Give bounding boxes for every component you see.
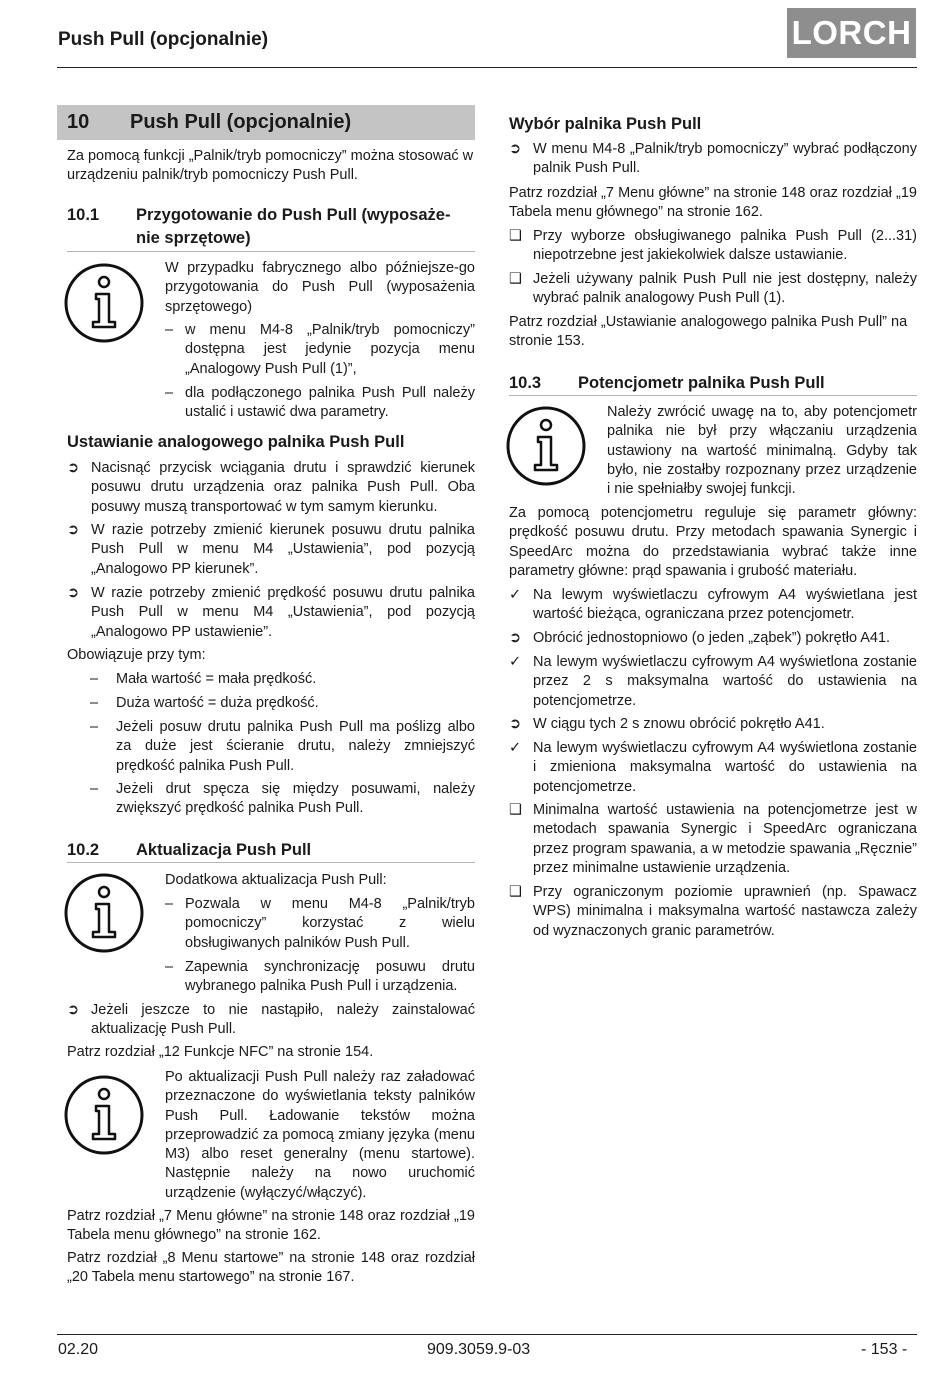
info-icon xyxy=(63,262,145,344)
result-item xyxy=(509,653,917,711)
page-header-title: Push Pull (opcjonalnie) xyxy=(58,29,269,50)
rule-item xyxy=(90,694,475,714)
list-item xyxy=(165,384,475,424)
dash-bullet: – xyxy=(90,671,99,687)
arrow-icon: ➲ xyxy=(509,716,522,732)
heading-rule xyxy=(67,251,475,252)
section-10-2-heading xyxy=(67,839,475,861)
info-icon xyxy=(63,1074,145,1156)
reference-text: Patrz rozdział „12 Funkcje NFC” na stronie 154. xyxy=(67,1044,374,1060)
section-number: 10.2 xyxy=(67,841,100,859)
result-item xyxy=(509,739,917,797)
box-icon: ❑ xyxy=(509,228,522,244)
box-icon: ❑ xyxy=(509,271,522,287)
rules-intro: Obowiązuje przy tym: xyxy=(67,647,206,663)
step-item xyxy=(67,1001,475,1041)
list-item-text: dla podłączonego palnika Push Pull należy ustalić i ustawić dwa parametry. xyxy=(185,385,475,421)
item-text: Obrócić jednostopniowo (o jeden „ząbek”) pokrętło A41. xyxy=(533,630,891,646)
info-text-10-1: W przypadku fabrycznego albo późniejsze-go przygotowania do Push Pull (wyposażenia sprzętowego) xyxy=(165,260,475,315)
heading-rule xyxy=(67,862,475,863)
reference-text: Patrz rozdział „Ustawianie analogowego palnika Push Pull” na stronie 153. xyxy=(509,314,908,350)
info-text-10-2: Dodatkowa aktualizacja Push Pull: xyxy=(165,872,387,888)
dash-bullet: – xyxy=(165,959,174,975)
list-item xyxy=(165,321,475,379)
potentiometer-paragraph: Za pomocą potencjometru reguluje się parametr główny: prędkość posuwu drutu. Przy metodach spawania Synergic i SpeedArc można do przedstawiania wybrać także inne parametry główne: prąd spawania i grubość materiału. xyxy=(509,505,917,579)
section-title: Potencjometr palnika Push Pull xyxy=(578,374,825,392)
check-icon: ✓ xyxy=(509,740,522,756)
reference-text: Patrz rozdział „7 Menu główne” na stronie 148 oraz rozdział „19 Tabela menu głównego” na stronie 162. xyxy=(509,185,917,221)
step-item xyxy=(509,140,917,180)
rule-item xyxy=(90,718,475,776)
section-title-line1: Przygotowanie do Push Pull (wyposaże- xyxy=(136,206,451,224)
rule-item xyxy=(90,670,475,690)
item-text: Przy ograniczonym poziomie uprawnień (np. Spawacz WPS) minimalna i maksymalna wartość nastawcza zależy od wyznaczonych granic parametrów. xyxy=(533,884,917,939)
footer-page-number: - 153 - xyxy=(861,1341,908,1358)
analog-heading: Ustawianie analogowego palnika Push Pull xyxy=(67,433,405,451)
section-10-3-heading xyxy=(509,372,917,394)
arrow-icon: ➲ xyxy=(67,522,80,538)
step-text: Jeżeli jeszcze to nie nastąpiło, należy zainstalować aktualizację Push Pull. xyxy=(91,1002,475,1038)
result-item xyxy=(509,586,917,626)
arrow-icon: ➲ xyxy=(67,460,80,476)
step-item xyxy=(67,459,475,517)
rule-item xyxy=(90,780,475,820)
note-item xyxy=(509,801,917,879)
check-icon: ✓ xyxy=(509,654,522,670)
section-10-intro: Za pomocą funkcji „Palnik/tryb pomocniczy” można stosować w urządzeniu palnik/tryb pomocniczy Push Pull. xyxy=(67,148,474,184)
note-item xyxy=(509,270,917,310)
list-item-text: w menu M4-8 „Palnik/tryb pomocniczy” dostępna jest jedynie pozycja menu „Analogowy Push Pull (1)”, xyxy=(185,322,475,377)
dash-bullet: – xyxy=(165,896,174,912)
rule-text: Mała wartość = mała prędkość. xyxy=(116,671,317,687)
note-text: Przy wyborze obsługiwanego palnika Push Pull (2...31) niepotrzebne jest jakiekolwiek dalsze ustawianie. xyxy=(533,228,917,264)
dash-bullet: – xyxy=(90,781,99,797)
section-number: 10.3 xyxy=(509,374,542,392)
step-text: Nacisnąć przycisk wciągania drutu i sprawdzić kierunek posuwu drutu urządzenia oraz palnika Push Pull. Oba posuwy muszą transportować w tym samym kierunku. xyxy=(91,460,475,515)
wybor-heading: Wybór palnika Push Pull xyxy=(509,115,702,133)
list-item xyxy=(165,895,475,953)
section-10-heading xyxy=(57,105,475,140)
list-item xyxy=(165,958,475,998)
list-item-text: Zapewnia synchronizację posuwu drutu wybranego palnika Push Pull i urządzenia. xyxy=(185,959,475,995)
item-text: Na lewym wyświetlaczu cyfrowym A4 wyświetlana jest wartość bieżąca, ograniczana przez potencjometr. xyxy=(533,587,917,623)
step-item xyxy=(67,521,475,579)
step-item xyxy=(67,584,475,642)
step-text: W razie potrzeby zmienić prędkość posuwu drutu palnika Push Pull w menu M4 „Ustawienia”, pod pozycją „Analogowo PP ustawienie”. xyxy=(91,585,475,640)
rule-text: Jeżeli posuw drutu palnika Push Pull ma poślizg albo za duże jest ścieranie drutu, należy zmniejszyć prędkość palnika Push Pull. xyxy=(116,719,475,774)
rule-text: Duża wartość = duża prędkość. xyxy=(116,695,319,711)
info-icon xyxy=(63,872,145,954)
reference-text: Patrz rozdział „7 Menu główne” na stronie 148 oraz rozdział „19 Tabela menu głównego” na stronie 162. xyxy=(67,1208,475,1244)
item-text: Na lewym wyświetlaczu cyfrowym A4 wyświetlona zostanie i zmieniona maksymalna wartość do ustawienia na potencjometrze. xyxy=(533,740,917,795)
item-text: Na lewym wyświetlaczu cyfrowym A4 wyświetlona zostanie przez 2 s maksymalna wartość do ustawienia na potencjometrze. xyxy=(533,654,917,709)
arrow-icon: ➲ xyxy=(509,141,522,157)
item-text: W ciągu tych 2 s znowu obrócić pokrętło A41. xyxy=(533,716,825,732)
header-divider xyxy=(57,67,917,68)
note-item xyxy=(509,883,917,941)
arrow-icon: ➲ xyxy=(509,630,522,646)
step-item xyxy=(509,715,917,735)
footer-divider xyxy=(57,1334,917,1335)
info-text-update: Po aktualizacji Push Pull należy raz załadować przeznaczone do wyświetlania teksty palników Push Pull. Ładowanie tekstów można przeprowadzić za pomocą zmiany języka (menu M3) albo reset generalny (menu startowe). Następnie należy na nowo uruchomić urządzenie (wyłączyć/włączyć). xyxy=(165,1069,475,1201)
note-item xyxy=(509,227,917,267)
footer-date: 02.20 xyxy=(58,1341,99,1358)
note-text: Jeżeli używany palnik Push Pull nie jest dostępny, należy wybrać palnik analogowy Push Pull (1). xyxy=(533,271,917,307)
section-number: 10 xyxy=(67,111,90,133)
check-icon: ✓ xyxy=(509,587,522,603)
item-text: Minimalna wartość ustawienia na potencjometrze jest w metodach spawania Synergic i SpeedArc ograniczana przez program spawania, a w metodzie spawania „Ręcznie” przez minimalne ustawienie urządzenia. xyxy=(533,802,917,876)
list-item-text: Pozwala w menu M4-8 „Palnik/tryb pomocniczy” korzystać z wielu obsługiwanych palników Push Pull. xyxy=(185,896,475,951)
step-item xyxy=(509,629,917,649)
section-title: Push Pull (opcjonalnie) xyxy=(130,111,352,133)
dash-bullet: – xyxy=(165,322,174,338)
rule-text: Jeżeli drut spęcza się między posuwami, należy zwiększyć prędkość palnika Push Pull. xyxy=(116,781,475,817)
section-title-line2: nie sprzętowe) xyxy=(136,229,251,247)
reference-text: Patrz rozdział „8 Menu startowe” na stronie 148 oraz rozdział „20 Tabela menu startowego” na stronie 167. xyxy=(67,1250,475,1286)
heading-rule xyxy=(509,395,917,396)
arrow-icon: ➲ xyxy=(67,1002,80,1018)
box-icon: ❑ xyxy=(509,884,522,900)
dash-bullet: – xyxy=(90,719,99,735)
section-10-1-heading xyxy=(67,204,475,250)
lorch-logo: LORCH xyxy=(787,8,916,58)
info-icon xyxy=(505,405,587,487)
box-icon: ❑ xyxy=(509,802,522,818)
section-title: Aktualizacja Push Pull xyxy=(136,841,312,859)
step-text: W razie potrzeby zmienić kierunek posuwu drutu palnika Push Pull w menu M4 „Ustawienia”, pod pozycją „Analogowo PP kierunek”. xyxy=(91,522,475,577)
arrow-icon: ➲ xyxy=(67,585,80,601)
dash-bullet: – xyxy=(90,695,99,711)
section-number: 10.1 xyxy=(67,206,100,224)
step-text: W menu M4-8 „Palnik/tryb pomocniczy” wybrać podłączony palnik Push Pull. xyxy=(533,141,917,177)
info-text-10-3: Należy zwrócić uwagę na to, aby potencjometr palnika nie był przy włączaniu urządzenia ustawiony na wartość minimalną. Gdyby tak było, nie zostałby rozpoznany przez urządzenie i nie spełniałby swojej funkcji. xyxy=(607,404,917,498)
footer-doc-number: 909.3059.9-03 xyxy=(427,1341,531,1358)
dash-bullet: – xyxy=(165,385,174,401)
